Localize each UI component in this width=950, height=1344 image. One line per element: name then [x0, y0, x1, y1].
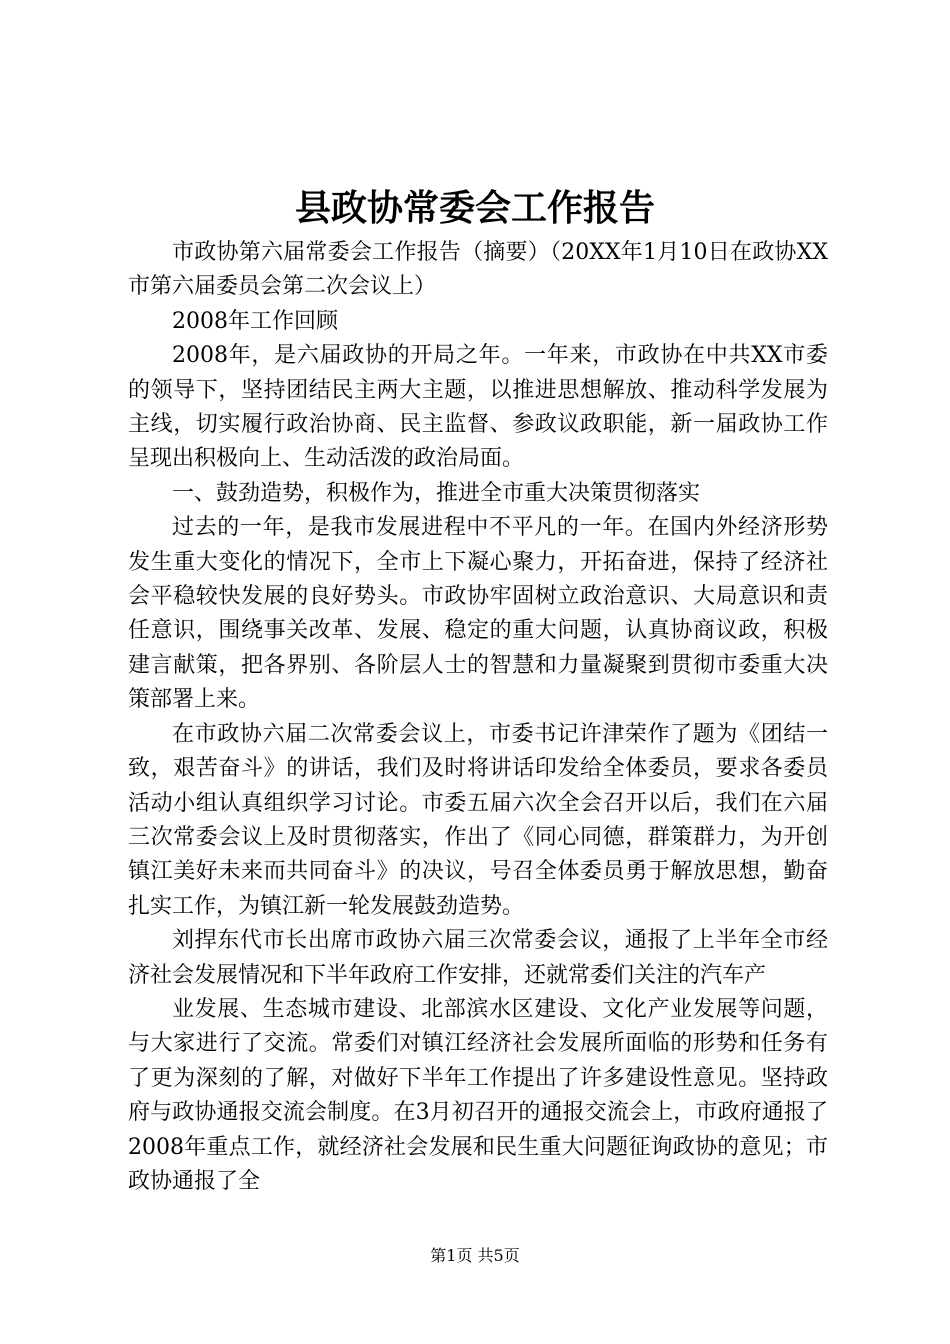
document-body: [128, 236, 828, 1199]
section-heading-1: 一、鼓劲造势，积极作为，推进全市重大决策贯彻落实: [172, 480, 701, 506]
paragraph-review-heading: 2008年工作回顾: [172, 308, 338, 334]
page-number-footer: 第1页 共5页: [430, 1246, 520, 1265]
paragraph-past-year: 过去的一年，是我市发展进程中不平凡的一年。在国内外经济形势发生重大变化的情况下，全市上下凝心聚力，开拓奋进，保持了经济社会平稳较快发展的良好势头。市政协牢固树立政治意识、大局意识和责任意识，围绕事关改革、发展、稳定的重大问题，认真协商议政，积极建言献策，把各界别、各阶层人士的智慧和力量凝聚到贯彻市委重大决策部署上来。: [128, 515, 828, 713]
paragraph-report-heading: 市政协第六届常委会工作报告（摘要）（20XX年1月10日在政协XX市第六届委员会第二次会议上）: [128, 240, 828, 300]
paragraph-overview: 2008年，是六届政协的开局之年。一年来，市政协在中共XX市委的领导下，坚持团结民主两大主题，以推进思想解放、推动科学发展为主线，切实履行政治协商、民主监督、参政议政职能，新一届政协工作呈现出积极向上、生动活泼的政治局面。: [128, 343, 828, 472]
paragraph-mayor-report: 刘捍东代市长出席市政协六届三次常委会议，通报了上半年全市经济社会发展情况和下半年政府工作安排，还就常委们关注的汽车产: [128, 928, 828, 988]
paragraph-standing-committee: 在市政协六届二次常委会议上，市委书记许津荣作了题为《团结一致，艰苦奋斗》的讲话，我们及时将讲话印发给全体委员，要求各委员活动小组认真组织学习讨论。市委五届六次全会召开以后，我们在六届三次常委会议上及时贯彻落实，作出了《同心同德，群策群力，为开创镇江美好未来而共同奋斗》的决议，号召全体委员勇于解放思想，勤奋扎实工作，为镇江新一轮发展鼓劲造势。: [128, 721, 828, 919]
document-title: 县政协常委会工作报告: [294, 187, 655, 229]
paragraph-industry-development: 业发展、生态城市建设、北部滨水区建设、文化产业发展等问题，与大家进行了交流。常委们对镇江经济社会发展所面临的形势和任务有了更为深刻的了解，对做好下半年工作提出了许多建设性意见。坚持政府与政协通报交流会制度。在3月初召开的通报交流会上，市政府通报了2008年重点工作，就经济社会发展和民生重大问题征询政协的意见；市政协通报了全: [128, 996, 828, 1194]
